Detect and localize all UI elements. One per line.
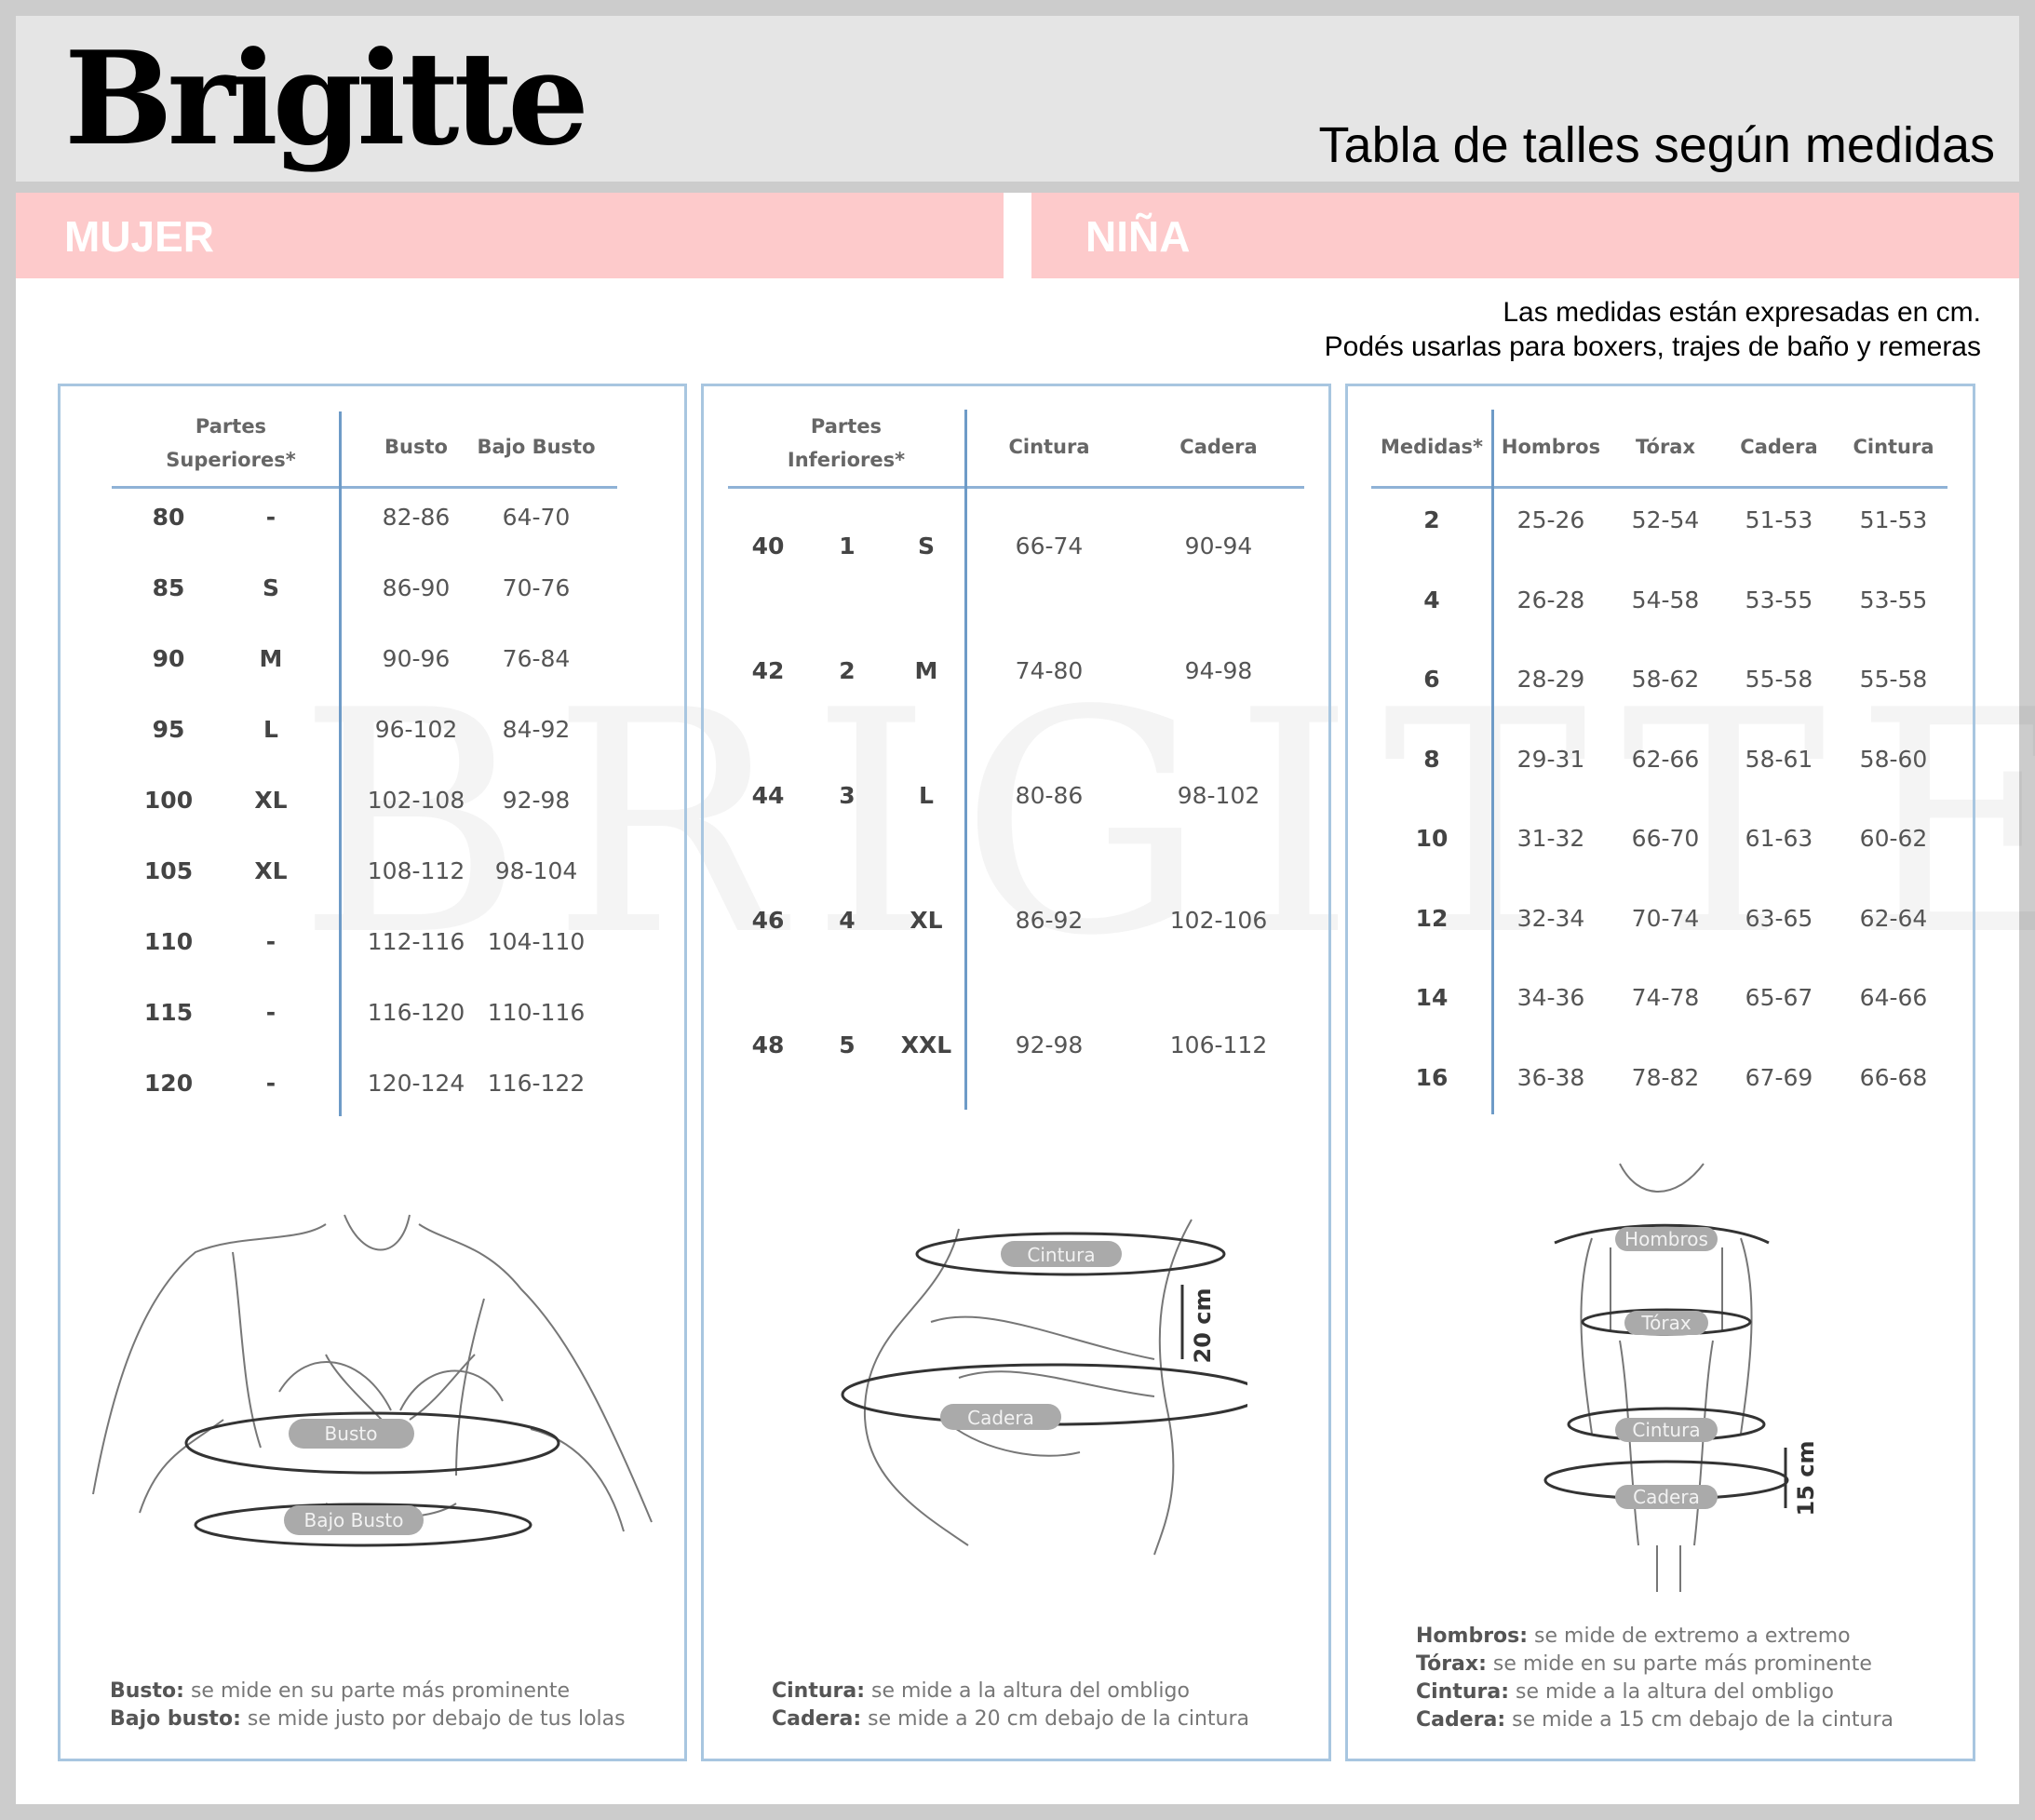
table-cell: 60-62 — [1859, 825, 1928, 852]
table-cell: 32-34 — [1516, 904, 1585, 932]
table-cell: S — [262, 574, 280, 601]
bajo-busto-tag-label: Bajo Busto — [303, 1509, 404, 1531]
table-cell: 90-96 — [382, 645, 451, 672]
legend-line — [1416, 1706, 1893, 1734]
table-cell: 90-94 — [1184, 533, 1253, 559]
table-cell: 98-104 — [494, 857, 578, 884]
table-cell: 44 — [751, 782, 785, 809]
header-cintura: Cintura — [1853, 436, 1934, 458]
column-divider — [964, 410, 967, 1110]
legend-term: Tórax: — [1416, 1652, 1487, 1676]
table-cell: 86-90 — [382, 574, 451, 601]
table-cell: 26-28 — [1516, 586, 1585, 613]
table-cell: L — [919, 782, 934, 809]
table-cell: 61-63 — [1745, 825, 1813, 852]
table-cell: 92-98 — [1015, 1031, 1084, 1058]
table-cell: 31-32 — [1516, 825, 1585, 852]
legend-text: se mide a la altura del ombligo — [865, 1679, 1190, 1703]
table-cell: 102-108 — [367, 787, 465, 814]
table-cell: - — [265, 999, 276, 1026]
table-cell: 100 — [143, 787, 194, 814]
table-cell: 70-74 — [1631, 904, 1700, 932]
table-cell: - — [265, 928, 276, 955]
table-cell: 8 — [1423, 745, 1440, 773]
table-cell: 58-62 — [1631, 666, 1700, 693]
legend-text: se mide a la altura del ombligo — [1509, 1680, 1834, 1704]
table-cell: 62-64 — [1859, 904, 1928, 932]
units-note-line2: Podés usarlas para boxers, trajes de baño y remeras — [1324, 331, 1981, 362]
table-cell: 98-102 — [1177, 782, 1260, 809]
table-cell: 51-53 — [1859, 506, 1928, 533]
table-cell: 92-98 — [502, 787, 571, 814]
table-cell: 102-106 — [1169, 907, 1268, 934]
legend-nina — [1416, 1623, 1893, 1734]
legend-term: Busto: — [110, 1679, 184, 1703]
table-cell: XL — [254, 787, 288, 814]
table-cell: 58-61 — [1745, 745, 1813, 773]
table-cell: 116-122 — [487, 1070, 586, 1097]
table-cell: 42 — [751, 657, 785, 684]
table-cell: 16 — [1415, 1063, 1449, 1091]
table-cell: 74-78 — [1631, 984, 1700, 1011]
table-cell: 2 — [839, 657, 856, 684]
table-cell: 55-58 — [1745, 666, 1813, 693]
table-cell: 29-31 — [1516, 745, 1585, 773]
table-cell: M — [259, 645, 283, 672]
table-cell: 54-58 — [1631, 586, 1700, 613]
table-cell: 65-67 — [1745, 984, 1813, 1011]
table-cell: M — [914, 657, 938, 684]
table-cell: 80 — [152, 504, 185, 531]
table-cell: 116-120 — [367, 999, 465, 1026]
header-rule — [728, 486, 1304, 489]
table-cell: 76-84 — [502, 645, 571, 672]
legend-term: Cadera: — [772, 1707, 862, 1731]
torax-tag-label: Tórax — [1641, 1312, 1691, 1334]
table-cell: L — [263, 716, 278, 743]
table-cell: 84-92 — [502, 716, 571, 743]
brand-logo: Brigitte — [64, 22, 584, 174]
table-cell: 53-55 — [1859, 586, 1928, 613]
header-hombros: Hombros — [1501, 436, 1601, 458]
header-label: Partes Inferiores* — [787, 415, 906, 471]
legend-text: se mide justo por debajo de tus lolas — [240, 1707, 626, 1731]
header-partes-inferiores — [772, 410, 921, 477]
header-cadera: Cadera — [1740, 436, 1818, 458]
table-cell: S — [917, 533, 936, 559]
table-cell: 52-54 — [1631, 506, 1700, 533]
table-cell: 80-86 — [1015, 782, 1084, 809]
busto-tag-label: Busto — [324, 1422, 378, 1445]
table-cell: 12 — [1415, 904, 1449, 932]
legend-line — [772, 1678, 1249, 1705]
legend-line — [1416, 1623, 1893, 1651]
header-bar — [16, 16, 2019, 182]
page-title: Tabla de talles según medidas — [1318, 117, 1995, 173]
table-cell: 106-112 — [1169, 1031, 1268, 1058]
section-header-nina: NIÑA — [1031, 193, 2019, 278]
header-rule — [112, 486, 617, 489]
table-cell: 96-102 — [374, 716, 458, 743]
measure-20cm-label: 20 cm — [1190, 1287, 1216, 1364]
units-note — [1325, 295, 1981, 364]
table-cell: 64-70 — [502, 504, 571, 531]
table-cell: 90 — [152, 645, 185, 672]
table-cell: 82-86 — [382, 504, 451, 531]
header-cadera: Cadera — [1179, 436, 1258, 458]
legend-text: se mide a 20 cm debajo de la cintura — [861, 1707, 1249, 1731]
table-cell: 94-98 — [1184, 657, 1253, 684]
header-medidas: Medidas* — [1380, 436, 1484, 458]
table-cell: 55-58 — [1859, 666, 1928, 693]
table-cell: 4 — [839, 907, 856, 934]
table-cell: 64-66 — [1859, 984, 1928, 1011]
table-cell: 34-36 — [1516, 984, 1585, 1011]
table-cell: 28-29 — [1516, 666, 1585, 693]
measure-15cm-label: 15 cm — [1793, 1440, 1819, 1517]
cadera-tag-label: Cadera — [967, 1407, 1034, 1429]
legend-term: Bajo busto: — [110, 1707, 241, 1731]
table-cell: - — [265, 504, 276, 531]
table-cell: 14 — [1415, 984, 1449, 1011]
legend-line — [1416, 1678, 1893, 1706]
table-cell: 66-70 — [1631, 825, 1700, 852]
header-bajo-busto: Bajo Busto — [477, 436, 596, 458]
legend-inferiores — [772, 1678, 1249, 1733]
table-cell: 120-124 — [367, 1070, 465, 1097]
column-divider — [1491, 410, 1494, 1114]
table-cell: 115 — [143, 999, 194, 1026]
bust-figure-illustration — [84, 1206, 661, 1578]
table-cell: 3 — [839, 782, 856, 809]
cintura-tag-label: Cintura — [1027, 1244, 1096, 1266]
legend-line — [1416, 1651, 1893, 1678]
table-cell: 10 — [1415, 825, 1449, 852]
table-cell: 66-68 — [1859, 1063, 1928, 1091]
table-cell: XL — [910, 907, 943, 934]
table-cell: 112-116 — [367, 928, 465, 955]
table-cell: 74-80 — [1015, 657, 1084, 684]
legend-superiores — [110, 1678, 626, 1733]
table-cell: 86-92 — [1015, 907, 1084, 934]
table-cell: 6 — [1423, 666, 1440, 693]
table-cell: 70-76 — [502, 574, 571, 601]
table-cell: 66-74 — [1015, 533, 1084, 559]
legend-term: Cintura: — [772, 1679, 866, 1703]
table-cell: 110-116 — [487, 999, 586, 1026]
table-cell: 110 — [143, 928, 194, 955]
table-cell: 104-110 — [487, 928, 586, 955]
legend-line — [110, 1705, 626, 1733]
header-torax: Tórax — [1635, 436, 1696, 458]
header-rule — [1371, 486, 1947, 489]
table-cell: 4 — [1423, 586, 1440, 613]
header-partes-superiores — [156, 410, 305, 477]
table-cell: - — [265, 1070, 276, 1097]
table-cell: 63-65 — [1745, 904, 1813, 932]
table-cell: 120 — [143, 1070, 194, 1097]
legend-line — [772, 1705, 1249, 1733]
table-cell: 108-112 — [367, 857, 465, 884]
hombros-tag-label: Hombros — [1624, 1228, 1708, 1250]
header-label: Partes Superiores* — [166, 415, 296, 471]
legend-text: se mide de extremo a extremo — [1528, 1625, 1851, 1648]
hip-figure-illustration — [801, 1210, 1247, 1583]
table-cell: 53-55 — [1745, 586, 1813, 613]
table-cell: 58-60 — [1859, 745, 1928, 773]
table-cell: 85 — [152, 574, 185, 601]
table-cell: 1 — [839, 533, 856, 559]
section-header-mujer: MUJER — [16, 193, 1004, 278]
header-cintura: Cintura — [1008, 436, 1090, 458]
table-cell: XXL — [900, 1031, 952, 1058]
table-cell: 36-38 — [1516, 1063, 1585, 1091]
column-divider — [339, 411, 342, 1116]
table-cell: 2 — [1423, 506, 1440, 533]
table-cell: 5 — [839, 1031, 856, 1058]
table-cell: 105 — [143, 857, 194, 884]
table-cell: 78-82 — [1631, 1063, 1700, 1091]
table-cell: 25-26 — [1516, 506, 1585, 533]
units-note-line1: Las medidas están expresadas en cm. — [1503, 297, 1981, 328]
legend-term: Cadera: — [1416, 1708, 1506, 1732]
table-cell: 62-66 — [1631, 745, 1700, 773]
table-cell: 46 — [751, 907, 785, 934]
cintura-tag-label: Cintura — [1632, 1419, 1701, 1441]
legend-term: Cintura: — [1416, 1680, 1510, 1704]
table-cell: 95 — [152, 716, 185, 743]
legend-term: Hombros: — [1416, 1625, 1529, 1648]
cadera-tag-label: Cadera — [1633, 1486, 1700, 1508]
legend-text: se mide en su parte más prominente — [1486, 1652, 1872, 1676]
legend-text: se mide a 15 cm debajo de la cintura — [1505, 1708, 1893, 1732]
header-busto: Busto — [384, 436, 448, 458]
table-cell: 67-69 — [1745, 1063, 1813, 1091]
legend-line — [110, 1678, 626, 1705]
legend-text: se mide en su parte más prominente — [183, 1679, 570, 1703]
table-cell: 40 — [751, 533, 785, 559]
table-cell: 51-53 — [1745, 506, 1813, 533]
table-cell: XL — [254, 857, 288, 884]
child-figure-illustration — [1517, 1154, 1834, 1592]
table-cell: 48 — [751, 1031, 785, 1058]
